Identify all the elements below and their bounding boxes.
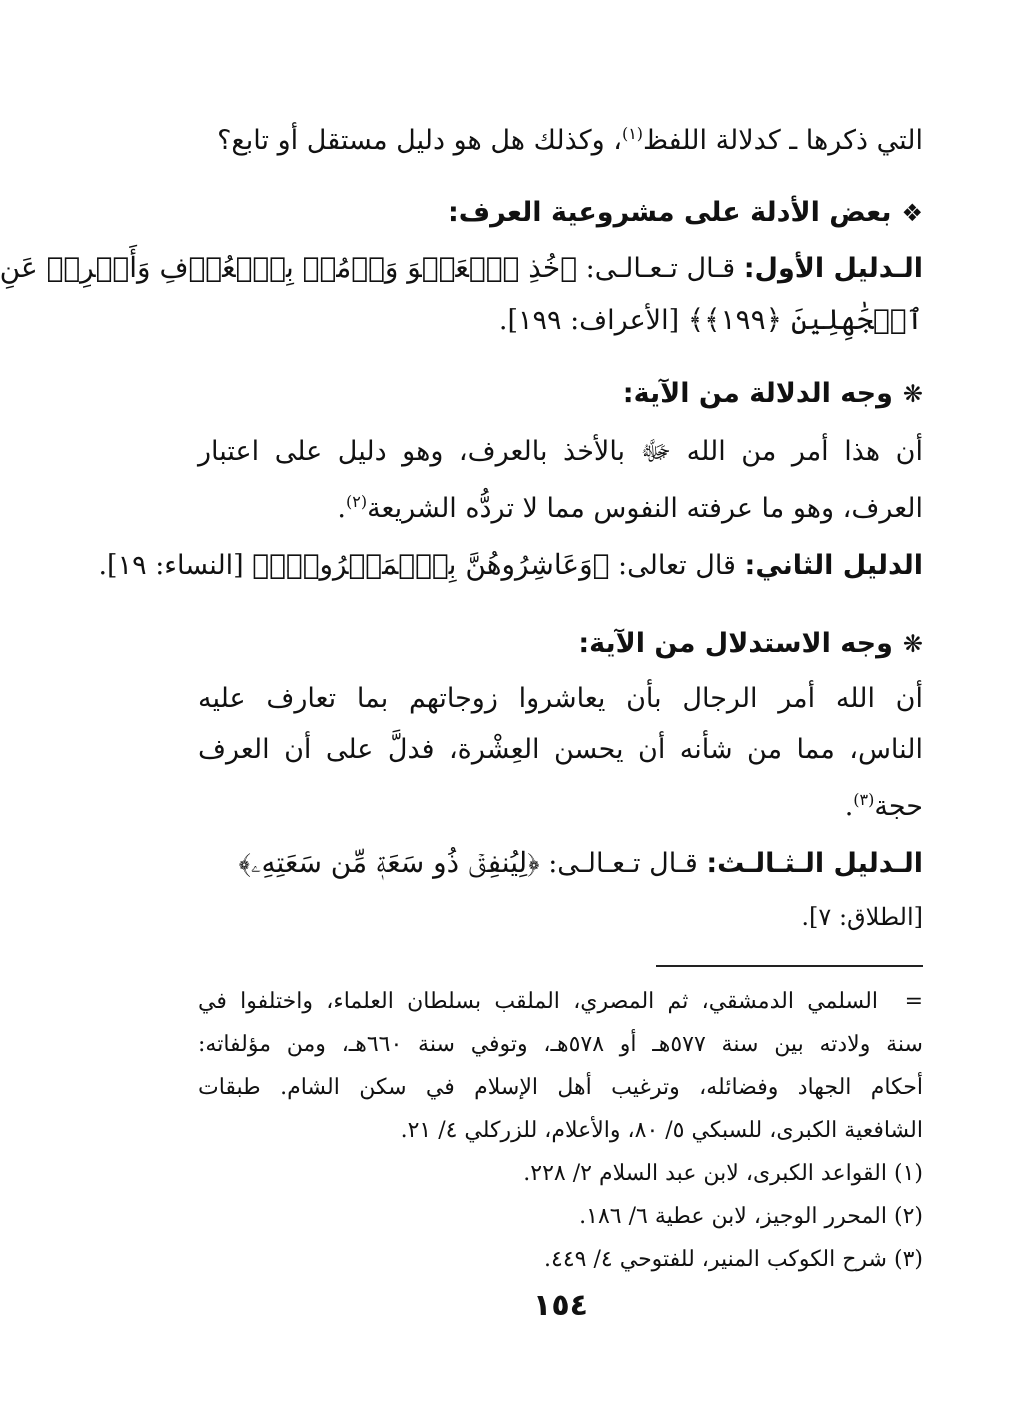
explain-2-line-1: أن الله أمر الرجال بأن يعاشروا زوجاتهم بما تعارف عليه: [198, 683, 923, 714]
footnote-ref-3: (٣): [853, 790, 875, 809]
explain-2-line-3: [198, 780, 923, 827]
intro-line: [198, 114, 923, 161]
evidence-3-line-1: [198, 843, 923, 884]
intro-text: التي ذكرها ـ كدلالة اللفظ: [643, 125, 923, 156]
explain-2-tail: .: [844, 791, 854, 822]
evidence-1-citation: [الأعراف: ١٩٩].: [498, 305, 688, 336]
evidence-1-lead: قـال تـعـالـى:: [577, 253, 744, 284]
flower-ornament-icon: ❋: [902, 630, 923, 658]
explain-1-text: العرف، وهو ما عرفته النفوس مما لا تردُّه الشريعة: [367, 493, 923, 524]
evidence-2-lead: قال تعالى:: [609, 550, 745, 581]
footnote-continuation-line: سنة ولادته بين سنة ٥٧٧هـ أو ٥٧٨هـ، وتوفي سنة ٦٦٠هـ، ومن مؤلفاته:: [198, 1032, 923, 1057]
footnote-continuation-marker: =: [904, 989, 923, 1014]
evidence-3-lead: قـال تـعـالـى:: [539, 848, 707, 879]
heading-evidence-2-meaning: [198, 624, 923, 664]
evidence-1-label: الـدليل الأول:: [743, 253, 923, 284]
evidence-1-line-2: [198, 300, 923, 341]
footnote-1: (١) القواعد الكبرى، لابن عبد السلام ٢/ ٢٢٨.: [523, 1161, 923, 1186]
explain-1-line-2: [198, 482, 923, 529]
footnote-divider: [656, 965, 923, 967]
evidence-1-verse-part-1: ﴿خُذِ ٱلۡعَفۡوَ وَأۡمُرۡ بِٱلۡعُرۡفِ وَأَعۡرِضۡ عَنِ: [0, 251, 578, 284]
explain-1-line-1: أن هذا أمر من الله ﷻ بالأخذ بالعرف، وهو دليل على اعتبار: [198, 436, 923, 467]
footnote-continuation-line: السلمي الدمشقي، ثم المصري، الملقب بسلطان العلماء، واختلفوا في: [198, 989, 878, 1014]
evidence-2-line: [98, 545, 923, 586]
footnote-continuation-line: الشافعية الكبرى، للسبكي ٥/ ٨٠، والأعلام، للزركلي ٤/ ٢١.: [400, 1118, 923, 1143]
explain-1-tail: .: [337, 493, 346, 524]
footnote-ref-2: (٢): [345, 492, 368, 511]
heading-2-text: وجه الدلالة من الآية:: [622, 378, 893, 409]
evidence-1-line-1: [0, 248, 923, 289]
evidence-1-verse-part-2: ٱلۡجَٰهِلِينَ ﴿١٩٩﴾﴾: [687, 303, 923, 336]
footnote-ref-1: (١): [621, 124, 644, 143]
book-icon: ❖: [901, 199, 923, 227]
evidence-3-verse: ﴿لِيُنفِقۡ ذُو سَعَةٖ مِّن سَعَتِهِۦ﴾: [238, 846, 540, 879]
page-number: ١٥٤: [533, 1288, 588, 1323]
flower-ornament-icon: ❋: [902, 380, 923, 408]
explain-2-text: حجة: [874, 791, 923, 822]
section-heading: [198, 193, 923, 233]
heading-3-text: وجه الاستدلال من الآية:: [578, 628, 893, 659]
footnote-3: (٣) شرح الكوكب المنير، للفتوحي ٤/ ٤٤٩.: [544, 1247, 923, 1272]
footnote-2: (٢) المحرر الوجيز، لابن عطية ٦/ ١٨٦.: [579, 1204, 923, 1229]
evidence-2-citation: [النساء: ١٩].: [98, 550, 253, 581]
evidence-3-citation: [الطلاق: ٧].: [801, 903, 923, 931]
footnote-continuation-line: أحكام الجهاد وفضائله، وترغيب أهل الإسلام في سكن الشام. طبقات: [198, 1075, 923, 1100]
heading-evidence-1-meaning: [198, 374, 923, 414]
evidence-3-label: الـدليل الـثـالـث:: [706, 848, 923, 879]
evidence-2-verse: ﴿وَعَاشِرُوهُنَّ بِٱلۡمَعۡرُوفِۚ﴾: [252, 548, 610, 581]
explain-2-line-2: الناس، مما من شأنه أن يحسن العِشْرة، فدلَّ على أن العرف: [198, 734, 923, 765]
intro-text-tail: ، وكذلك هل هو دليل مستقل أو تابع؟: [217, 125, 622, 156]
evidence-2-label: الدليل الثاني:: [744, 550, 923, 581]
section-heading-text: بعض الأدلة على مشروعية العرف:: [447, 197, 892, 228]
